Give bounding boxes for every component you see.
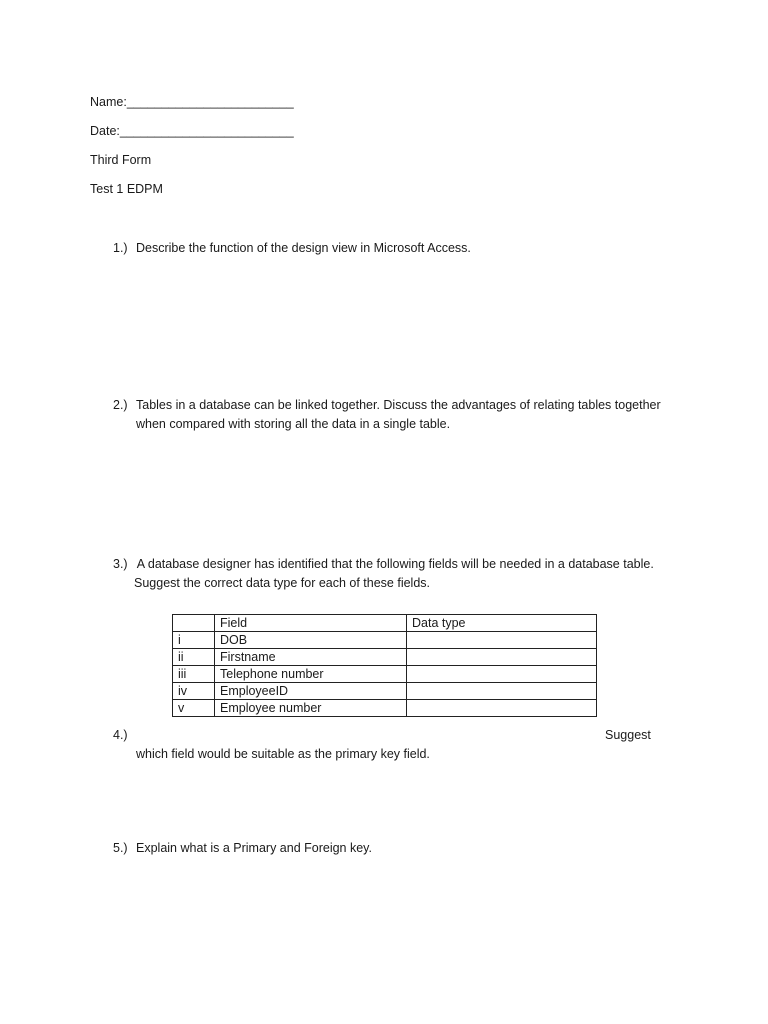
field-name-cell: Firstname <box>215 649 407 666</box>
question-4-number: 4.) <box>113 728 128 742</box>
field-name-cell: Telephone number <box>215 666 407 683</box>
question-2-number: 2.) <box>113 398 128 412</box>
question-5-text: Explain what is a Primary and Foreign key. <box>136 841 372 855</box>
table-header-cell: Field <box>215 615 407 632</box>
question-3-text-line-1: A database designer has identified that the following fields will be needed in a database table. <box>134 557 654 571</box>
row-numeral: iv <box>173 683 215 700</box>
test-title: Test 1 EDPM <box>90 182 163 196</box>
row-numeral: iii <box>173 666 215 683</box>
table-row <box>173 683 597 700</box>
data-type-cell[interactable] <box>407 683 597 700</box>
table-header-row <box>173 615 597 632</box>
question-3-text-line-2: Suggest the correct data type for each of these fields. <box>134 576 431 590</box>
question-5-number: 5.) <box>113 841 128 855</box>
field-name-cell: Employee number <box>215 700 407 717</box>
data-type-cell[interactable] <box>407 666 597 683</box>
data-type-cell[interactable] <box>407 700 597 717</box>
table-header-cell <box>173 615 215 632</box>
question-3-number: 3.) <box>113 557 128 571</box>
table-row <box>173 700 597 717</box>
field-name-cell: EmployeeID <box>215 683 407 700</box>
row-numeral: ii <box>173 649 215 666</box>
data-type-cell[interactable] <box>407 649 597 666</box>
table-row <box>173 666 597 683</box>
question-2-text-line-1: Tables in a database can be linked together. Discuss the advantages of relating tables together <box>136 398 661 412</box>
date-field-line: Date:_________________________ <box>90 124 294 138</box>
row-numeral: v <box>173 700 215 717</box>
form-label: Third Form <box>90 153 152 167</box>
field-name-cell: DOB <box>215 632 407 649</box>
table-header-cell: Data type <box>407 615 597 632</box>
row-numeral: i <box>173 632 215 649</box>
question-1-number: 1.) <box>113 241 128 255</box>
table-row <box>173 632 597 649</box>
fields-table <box>172 614 597 717</box>
question-4-text: which field would be suitable as the primary key field. <box>136 747 430 761</box>
name-field-line: Name:________________________ <box>90 95 294 109</box>
data-type-cell[interactable] <box>407 632 597 649</box>
table-row <box>173 649 597 666</box>
question-1-text: Describe the function of the design view in Microsoft Access. <box>136 241 471 255</box>
question-2-text-line-2: when compared with storing all the data in a single table. <box>136 417 451 431</box>
question-4-suggest-word: Suggest <box>605 728 651 742</box>
